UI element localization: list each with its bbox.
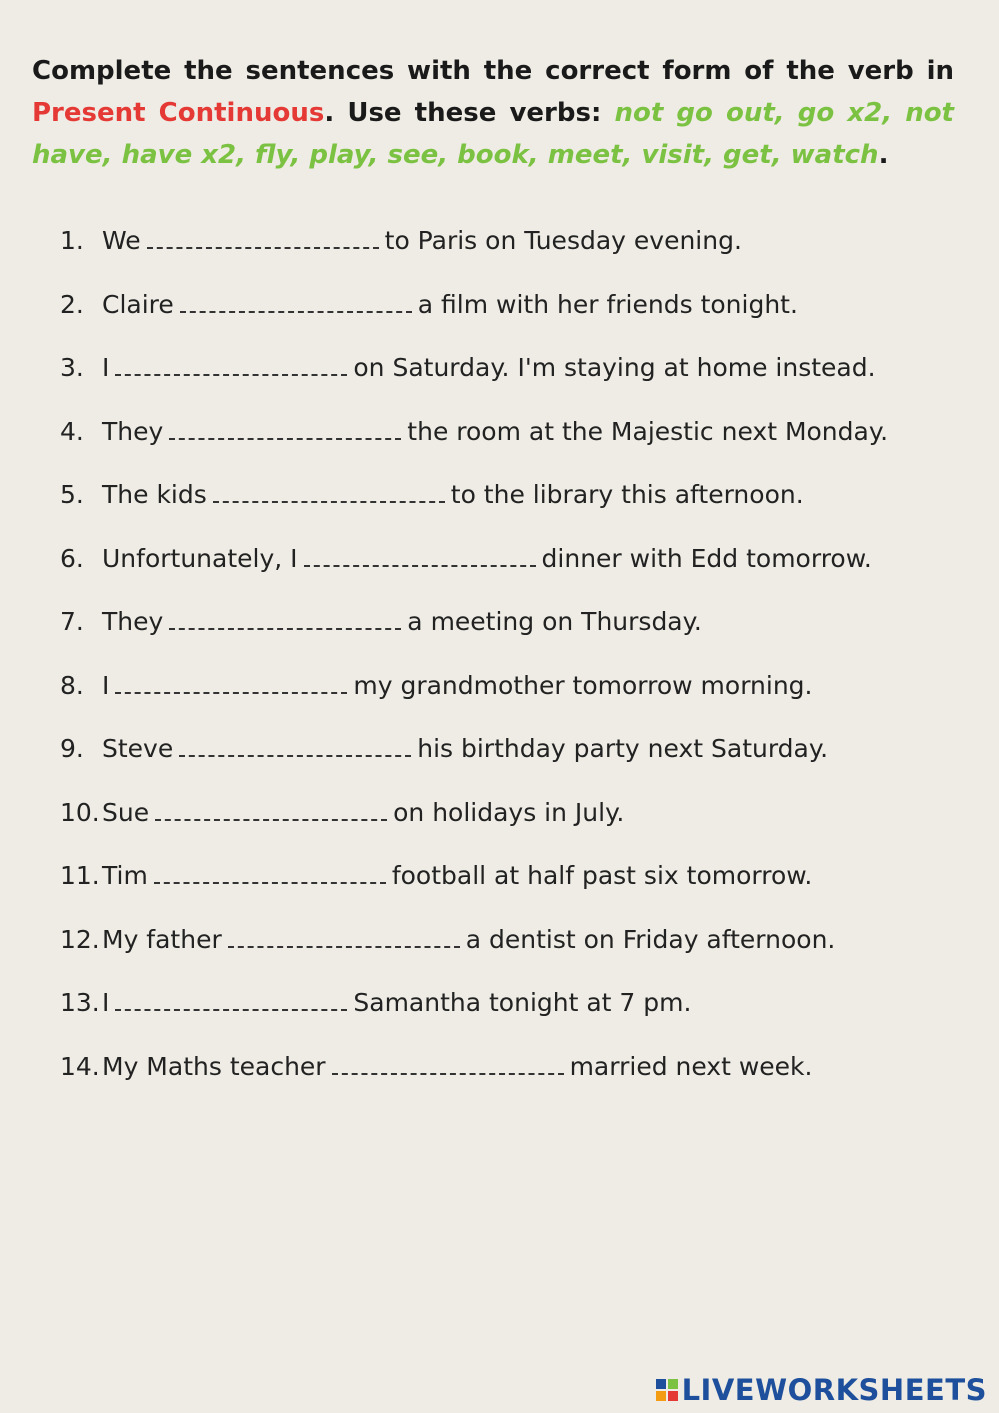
- sentence-start: Claire: [102, 289, 174, 319]
- answer-blank[interactable]: [304, 545, 536, 567]
- sentence-start: I: [102, 353, 110, 382]
- exercise-item: [60, 590, 960, 654]
- sentence-start: Sue: [102, 797, 150, 827]
- sentence-end: his birthday party next Saturday.: [417, 734, 829, 763]
- answer-blank[interactable]: [179, 735, 411, 757]
- exercise-item: [60, 654, 960, 718]
- answer-blank[interactable]: [115, 354, 347, 376]
- exercise-number: 9.: [60, 734, 84, 763]
- exercise-number: 14.: [60, 1051, 100, 1081]
- exercise-sentence: [102, 590, 960, 654]
- answer-blank[interactable]: [155, 799, 387, 821]
- answer-blank[interactable]: [169, 608, 401, 630]
- exercise-sentence: [102, 336, 960, 400]
- exercise-item: [60, 400, 960, 464]
- instructions-end: .: [878, 140, 889, 170]
- instructions-text: Complete the sentences with the correct form of the verb in: [32, 56, 954, 86]
- instructions-text-2: . Use these verbs:: [324, 98, 615, 128]
- sentence-start: We: [102, 226, 141, 255]
- exercise-number: 11.: [60, 861, 100, 890]
- exercise-sentence: [102, 527, 960, 591]
- sentence-end: football at half past six tomorrow.: [391, 861, 813, 890]
- exercise-sentence: [102, 844, 960, 908]
- brand-name: LIVEWORKSHEETS: [681, 1373, 987, 1407]
- answer-blank[interactable]: [228, 926, 460, 948]
- exercise-item: [60, 908, 960, 972]
- answer-blank[interactable]: [115, 672, 347, 694]
- sentence-end: a meeting on Thursday.: [407, 607, 702, 636]
- answer-blank[interactable]: [180, 291, 412, 313]
- exercise-number: 13.: [60, 988, 100, 1017]
- instructions: [32, 50, 954, 176]
- exercise-number: 12.: [60, 924, 100, 954]
- sentence-start: Unfortunately, I: [102, 543, 298, 573]
- answer-blank[interactable]: [169, 418, 401, 440]
- exercise-sentence: [102, 908, 960, 972]
- exercise-item: [60, 781, 960, 845]
- exercise-sentence: [102, 463, 960, 527]
- exercise-sentence: [102, 971, 960, 1035]
- exercise-number: 1.: [60, 226, 84, 255]
- exercise-item: [60, 844, 960, 908]
- sentence-end: to the library this afternoon.: [450, 480, 804, 509]
- sentence-start: Steve: [102, 734, 174, 763]
- sentence-start: They: [102, 607, 164, 636]
- logo-square: [656, 1391, 666, 1401]
- sentence-end: on Saturday. I'm staying at home instead.: [353, 353, 876, 382]
- verb-list: not go out, go x2, not have, have x2, fly, play, see, book, meet, visit, get, watch: [32, 98, 954, 170]
- exercise-number: 3.: [60, 353, 84, 382]
- exercise-item: [60, 336, 960, 400]
- answer-blank[interactable]: [147, 227, 379, 249]
- exercise-sentence: [102, 1035, 960, 1099]
- tense-name: Present Continuous: [32, 98, 325, 128]
- exercise-number: 6.: [60, 543, 84, 573]
- sentence-end: the room at the Majestic next Monday.: [407, 416, 889, 446]
- sentence-end: my grandmother tomorrow morning.: [353, 670, 813, 700]
- sentence-start: I: [102, 670, 110, 700]
- sentence-end: Samantha tonight at 7 pm.: [353, 988, 692, 1017]
- answer-blank[interactable]: [115, 989, 347, 1011]
- exercise-item: [60, 463, 960, 527]
- sentence-end: married next week.: [569, 1051, 813, 1081]
- exercise-sentence: [102, 654, 960, 718]
- sentence-start: Tim: [102, 861, 148, 890]
- exercise-item: [60, 1035, 960, 1099]
- exercise-item: [60, 971, 960, 1035]
- logo-square: [668, 1391, 678, 1401]
- sentence-start: They: [102, 416, 164, 446]
- exercise-number: 5.: [60, 480, 84, 509]
- sentence-end: a film with her friends tonight.: [417, 289, 798, 319]
- liveworksheets-icon: [656, 1379, 678, 1401]
- exercise-item: [60, 209, 960, 273]
- exercise-item: [60, 273, 960, 337]
- answer-blank[interactable]: [154, 862, 386, 884]
- sentence-end: a dentist on Friday afternoon.: [465, 924, 836, 954]
- logo-square: [668, 1379, 678, 1389]
- exercise-sentence: [102, 717, 960, 781]
- exercise-number: 8.: [60, 670, 84, 700]
- answer-blank[interactable]: [213, 481, 445, 503]
- exercise-sentence: [102, 781, 960, 845]
- exercise-sentence: [102, 273, 960, 337]
- sentence-start: My father: [102, 924, 222, 954]
- exercise-sentence: [102, 209, 960, 273]
- exercise-number: 7.: [60, 607, 84, 636]
- sentence-start: My Maths teacher: [102, 1051, 326, 1081]
- exercise-sentence: [102, 400, 960, 464]
- sentence-end: dinner with Edd tomorrow.: [541, 543, 872, 573]
- logo-square: [656, 1379, 666, 1389]
- sentence-end: to Paris on Tuesday evening.: [384, 226, 742, 255]
- liveworksheets-logo: [656, 1373, 987, 1407]
- exercise-item: [60, 717, 960, 781]
- exercise-item: [60, 527, 960, 591]
- sentence-start: I: [102, 988, 110, 1017]
- exercise-number: 10.: [60, 797, 100, 827]
- exercise-number: 2.: [60, 289, 84, 319]
- answer-blank[interactable]: [332, 1053, 564, 1075]
- exercise-list: [60, 209, 960, 1098]
- sentence-end: on holidays in July.: [393, 797, 625, 827]
- sentence-start: The kids: [102, 480, 207, 509]
- exercise-number: 4.: [60, 416, 84, 446]
